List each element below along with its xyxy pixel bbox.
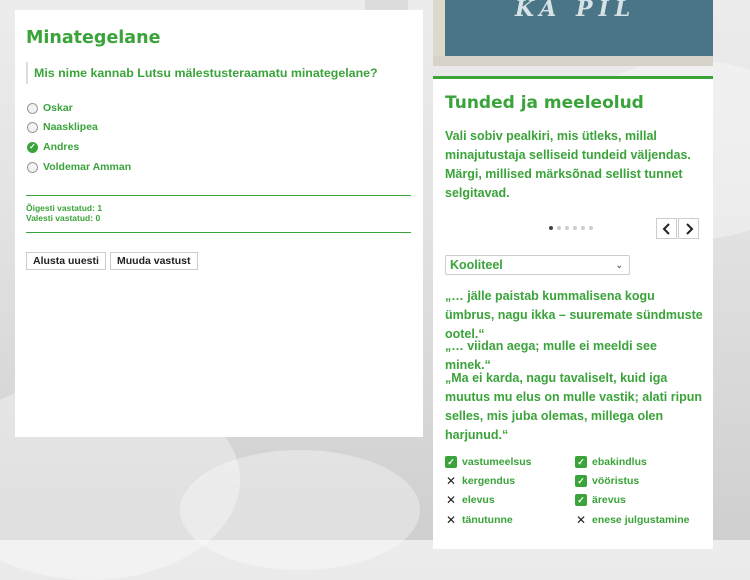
divider: [26, 195, 411, 196]
slide-dot[interactable]: [589, 226, 593, 230]
book-cover-text: KA PIL: [515, 0, 637, 22]
cross-icon: ✕: [575, 513, 587, 527]
option-andres[interactable]: [27, 138, 79, 156]
section-intro: Vali sobiv pealkiri, mis ütleks, millal minajutustaja selliseid tundeid väljendas. Märgi, millised märksõnad sellist tunnet selgitavad.: [445, 129, 691, 200]
keyword-label: tänutunne: [462, 514, 513, 526]
option-label: Oskar: [43, 102, 73, 114]
keyword-vastumeelsus[interactable]: [445, 456, 531, 468]
option-voldemar-amman[interactable]: [27, 158, 131, 176]
keyword-enese-julgustamine[interactable]: [575, 514, 689, 526]
slide-indicator: [549, 226, 593, 230]
option-label: Andres: [43, 141, 80, 153]
keyword-kergendus[interactable]: [445, 475, 515, 487]
keyword-label: vastumeelsus: [462, 456, 532, 468]
check-icon: ✓: [445, 456, 457, 468]
cross-icon: ✕: [445, 493, 457, 507]
option-oskar[interactable]: [27, 99, 73, 117]
feelings-panel: [433, 76, 713, 549]
slide-dot[interactable]: [581, 226, 585, 230]
quiz-question: Mis nime kannab Lutsu mälestusteraamatu minategelane?: [26, 62, 414, 84]
quote-3: „Ma ei karda, nagu tavaliselt, kuid iga muutus mu elus on mulle vastik; alati ripun selles, mis juba olemas, millega olen harjunud.“: [445, 371, 702, 442]
option-label: Voldemar Amman: [43, 161, 132, 173]
radio-icon[interactable]: [27, 162, 38, 173]
option-naasklipea[interactable]: [27, 118, 98, 136]
check-icon: ✓: [575, 475, 587, 487]
check-icon: ✓: [575, 456, 587, 468]
option-label: Naasklipea: [43, 121, 98, 133]
quiz-panel: [15, 10, 423, 437]
keyword-label: elevus: [462, 494, 495, 506]
check-icon: ✓: [575, 494, 587, 506]
chevron-left-icon: [662, 223, 672, 235]
quote-2: „… viidan aega; mulle ei meeldi see minek.“: [445, 339, 657, 372]
slide-dot[interactable]: [573, 226, 577, 230]
keyword-arevus[interactable]: [575, 494, 626, 506]
cross-icon: ✕: [445, 513, 457, 527]
slide-dot[interactable]: [565, 226, 569, 230]
cross-icon: ✕: [445, 474, 457, 488]
keyword-label: ärevus: [592, 494, 626, 506]
chevron-right-icon: [684, 223, 694, 235]
keyword-label: kergendus: [462, 475, 516, 487]
select-value: Kooliteel: [450, 258, 503, 272]
radio-checked-icon[interactable]: [27, 142, 38, 153]
slide-dot[interactable]: [549, 226, 553, 230]
keyword-tanutunne[interactable]: [445, 514, 513, 526]
next-button[interactable]: [678, 218, 699, 239]
divider: [26, 232, 411, 233]
quote-1: „… jälle paistab kummalisena kogu ümbrus, nagu ikka – suuremate sündmuste ootel.“: [445, 289, 703, 341]
radio-icon[interactable]: [27, 103, 38, 114]
prev-button[interactable]: [656, 218, 677, 239]
keyword-label: ebakindlus: [592, 456, 647, 468]
top-strip: [365, 0, 408, 10]
quiz-title: Minategelane: [26, 28, 161, 48]
restart-button[interactable]: Alusta uuesti: [26, 252, 106, 270]
keyword-elevus[interactable]: [445, 494, 495, 506]
keyword-label: enese julgustamine: [592, 514, 690, 526]
radio-icon[interactable]: [27, 122, 38, 133]
section-title: Tunded ja meeleolud: [445, 93, 644, 113]
change-answer-button[interactable]: Muuda vastust: [110, 252, 198, 270]
book-cover-image: [433, 0, 713, 66]
title-select[interactable]: [445, 255, 630, 275]
slide-dot[interactable]: [557, 226, 561, 230]
keyword-ebakindlus[interactable]: [575, 456, 647, 468]
wrong-count: Valesti vastatud: 0: [26, 213, 101, 223]
correct-count: Õigesti vastatud: 1: [26, 203, 103, 213]
chevron-down-icon: ⌄: [615, 260, 623, 270]
keyword-label: vööristus: [592, 475, 640, 487]
keyword-vooristus[interactable]: [575, 475, 639, 487]
